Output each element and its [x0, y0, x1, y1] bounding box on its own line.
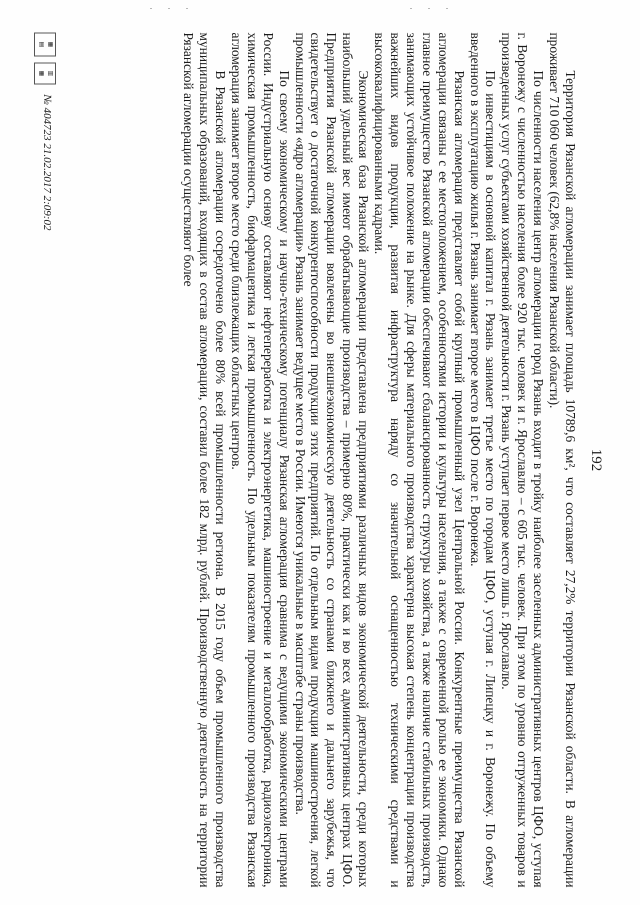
- paragraph: По численности населения центр агломерации город Рязань входит в тройку наиболее заселенных административных центров ЦФО, уступая г. Воронежу с численностью населения более 920 тыс. человек и г. Ярославлю – с 605 тыс. человек. При этом по уровню отгруженных товаров и произведенных услуг субъектами хозяйственной деятельности г. Рязань уступает первое место лишь г. Ярославлю.: [499, 32, 547, 888]
- paragraph: Рязанская агломерация представляет собой крупный промышленный узел Центральной России. Конкурентные преимущества Рязанской агломерации связаны с ее местоположением, особенностями истории и культуры населения, а также с современной ролью ее экономики. Однако главное преимущество Рязанской агломерации обеспечивают сбалансированность структуры хозяйства, а также наличие стабильных производств, занимающих устойчивое положение на рынке. Для сферы материального производства характерна высокая степень концентрации производства важнейших видов продукции, развитая инфраструктура наряду со значительной оснащенностью техническими средствами и высококвалифицированными кадрами.: [372, 32, 467, 888]
- rotated-text-block: [30, 33, 610, 888]
- paragraph: В Рязанской агломерации сосредоточено более 80% всей промышленности региона. В 2015 году объем промышленного производства муниципальных образований, входящих в состав агломерации, составил более 182 млрд. рублей. Производственную деятельность на территории Рязанской агломерации осуществляют более: [181, 32, 229, 888]
- page-number: 192: [588, 448, 604, 472]
- barcode-stamp-icon: ▥ ▦: [34, 63, 56, 85]
- document-code: № 404723 21.02.2017 2:09:02: [41, 94, 53, 231]
- paragraph: По своему экономическому и научно-техническому потенциалу Рязанская агломерация сравнима с ведущими экономическими центрами России. Индустриальную основу составляют нефтепереработка и электроэнергетика, машиностроение и металлообработка, радиоэлектроника, химическая промышленность, биофармацевтика и легкая промышленность. По удельным показателям промышленного производства Рязанская агломерация занимает второе место среди близлежащих областных центров.: [228, 32, 292, 888]
- scan-artifact-dots: [0, 8, 640, 12]
- paragraph: Территория Рязанской агломерации занимает площадь 10789,6 км², что составляет 27,2% территории Рязанской области. В агломерации проживает 710 060 человек (62,8% населения Рязанской области).: [547, 32, 578, 888]
- paragraph: Экономическая база Рязанской агломерации представлена предприятиями различных видов экономической деятельности, среди которых наибольший удельный вес имеют обрабатывающие производства – примерно 80%, практически как и во всех административных центрах ЦФО. Предприятия Рязанской агломерации вовлечены во внешнеэкономическую деятельность со странами ближнего и дальнего зарубежья, что свидетельствует о достаточной конкурентоспособности продукции этих предприятий. По отдельным видам продукции машиностроения, легкой промышленности «ядро агломерации» Рязань занимает ведущее место в России. Имеются уникальные в масштабе страны производства.: [292, 32, 372, 888]
- paragraph: По инвестициям в основной капитал г. Рязань занимает третье место по городам ЦФО, уступая г. Липецку и г. Воронежу. По объему введенного в эксплуатацию жилья г. Рязань занимает второе место в ЦФО после г. Воронежа.: [467, 32, 499, 888]
- footer-stamp: [32, 33, 58, 888]
- document-body: [180, 33, 578, 888]
- registry-stamp-icon: ▦ ▤: [34, 33, 56, 57]
